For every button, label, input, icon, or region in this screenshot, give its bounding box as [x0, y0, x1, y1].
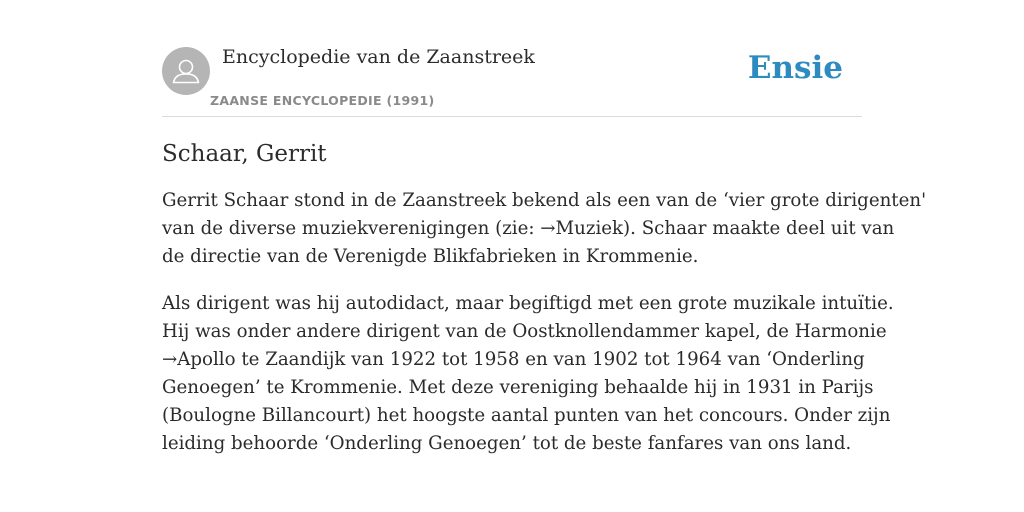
apollo-link[interactable]: →Apollo: [162, 349, 236, 370]
paragraph-line: de directie van de Verenigde Blikfabrieken in Krommenie.: [162, 246, 699, 267]
paragraph-line: Gerrit Schaar stond in de Zaanstreek bekend als een van de ‘vier grote dirigenten': [162, 190, 927, 211]
avatar[interactable]: [162, 47, 210, 95]
text-segment: te Zaandijk van 1922 tot 1958 en van 1902 tot 1964 van ‘Onderling: [235, 349, 865, 370]
article-paragraph-2: [162, 290, 894, 458]
user-icon: [162, 47, 210, 95]
article-title: Schaar, Gerrit: [162, 141, 327, 167]
muziek-link[interactable]: →Muziek: [540, 218, 624, 239]
source-subtitle: ZAANSE ENCYCLOPEDIE (1991): [210, 93, 435, 108]
ensie-logo-link[interactable]: Ensie: [747, 50, 843, 86]
text-segment: ). Schaar maakte deel uit van: [623, 218, 895, 239]
paragraph-line: [162, 215, 895, 243]
text-segment: van de diverse muziekverenigingen (zie:: [162, 218, 541, 239]
paragraph-line: [162, 346, 867, 374]
paragraph-line: Als dirigent was hij autodidact, maar begiftigd met een grote muzikale intuïtie.: [162, 293, 894, 314]
paragraph-line: Hij was onder andere dirigent van de Oostknollendammer kapel, de Harmonie: [162, 321, 887, 342]
paragraph-line: leiding behoorde ‘Onderling Genoegen’ tot de beste fanfares van ons land.: [162, 433, 852, 454]
paragraph-line: (Boulogne Billancourt) het hoogste aantal punten van het concours. Onder zijn: [162, 405, 891, 426]
article-paragraph-1: [162, 187, 927, 271]
paragraph-line: Genoegen’ te Krommenie. Met deze vereniging behaalde hij in 1931 in Parijs: [162, 377, 874, 398]
source-header: [162, 44, 862, 117]
article: [162, 137, 927, 477]
source-title-link[interactable]: Encyclopedie van de Zaanstreek: [222, 46, 535, 68]
